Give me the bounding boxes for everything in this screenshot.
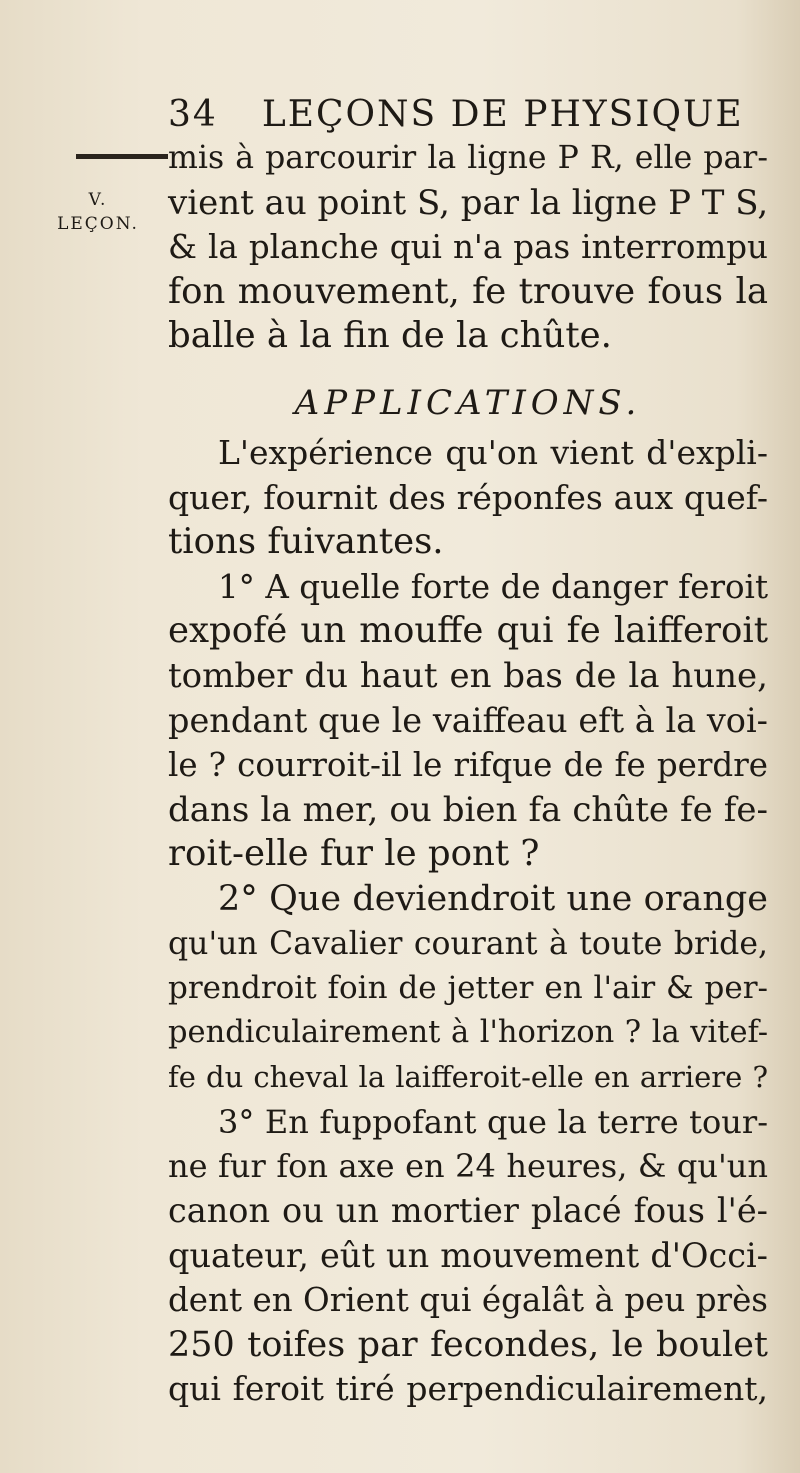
text-line: prendroit foin de jetter en l'air & per- [168, 970, 768, 1007]
text-line: 2° Que deviendroit une orange [218, 878, 768, 919]
margin-note [48, 188, 148, 236]
text-line: 3° En fuppofant que la terre tour- [218, 1102, 768, 1141]
text-line: fe du cheval la laifferoit-elle en arriere ? [168, 1060, 768, 1095]
section-heading: APPLICATIONS. [294, 382, 642, 423]
text-line: le ? courroit-il le rifque de fe perdre [168, 746, 768, 785]
text-line: & la planche qui n'a pas interrompu [168, 228, 768, 267]
text-line: tions fuivantes. [168, 521, 444, 563]
text-line: expofé un mouffe qui fe laifferoit [168, 610, 768, 652]
lesson-label: LEÇON. [57, 214, 139, 234]
text-line: ne fur fon axe en 24 heures, & qu'un [168, 1147, 768, 1186]
text-line: roit-elle fur le pont ? [168, 833, 540, 875]
text-line: tomber du haut en bas de la hune, [168, 655, 768, 696]
text-line: pendant que le vaiffeau eft à la voi- [168, 700, 768, 740]
text-line: vient au point S, par la ligne P T S, [168, 182, 769, 223]
text-line: canon ou un mortier placé fous l'é- [168, 1191, 768, 1231]
text-line: L'expérience qu'on vient d'expli- [218, 432, 768, 472]
text-line: dent en Orient qui égalât à peu près [168, 1281, 768, 1320]
text-line: quer, fournit des réponfes aux quef- [168, 477, 768, 517]
text-line: pendiculairement à l'horizon ? la vitef- [168, 1014, 768, 1050]
text-line: 250 toifes par fecondes, le boulet [168, 1324, 768, 1365]
text-line: mis à parcourir la ligne P R, elle par- [168, 140, 768, 176]
body-text [168, 136, 768, 1412]
text-line: fon mouvement, fe trouve fous la [168, 270, 768, 312]
text-line: dans la mer, ou bien fa chûte fe fe- [168, 789, 768, 830]
text-line: quateur, eût un mouvement d'Occi- [168, 1235, 768, 1275]
margin-rule [76, 154, 168, 159]
lesson-number: V. [88, 190, 108, 210]
text-line: qui feroit tiré perpendiculairement, [168, 1369, 768, 1409]
text-line: 1° A quelle forte de danger feroit [218, 567, 768, 606]
text-line: qu'un Cavalier courant à toute bride, [168, 925, 768, 962]
page-number: 34 [168, 94, 218, 135]
text-line: balle à la fin de la chûte. [168, 315, 612, 357]
running-title: LEÇONS DE PHYSIQUE [261, 94, 744, 135]
